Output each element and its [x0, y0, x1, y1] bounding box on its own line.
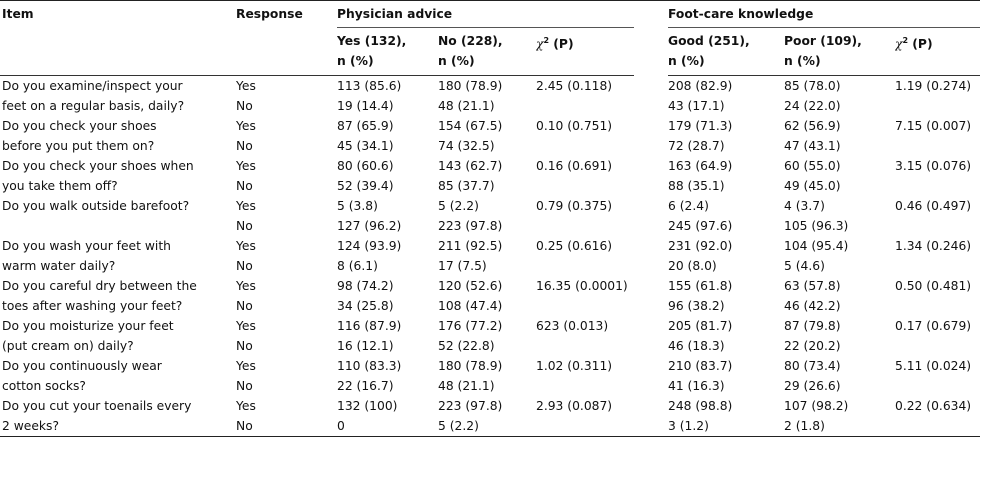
no-cell: 52 (22.8) [438, 339, 495, 353]
yes-cell: 124 (93.9) [337, 239, 402, 253]
header-row-groups [0, 1, 980, 28]
yes-cell: 22 (16.7) [337, 379, 394, 393]
chi-square-knowledge-cell [895, 256, 980, 276]
response-cell: No [236, 139, 253, 153]
poor-cell: 62 (56.9) [784, 119, 841, 133]
response-cell: No [236, 219, 253, 233]
table-row [0, 96, 980, 116]
response-header: Response [236, 1, 337, 28]
item-cell: (put cream on) daily? [2, 339, 134, 353]
response-header-spacer [236, 28, 337, 76]
sub-header-good: Good (251), n (%) [668, 28, 784, 76]
no-cell: 5 (2.2) [438, 199, 479, 213]
chi-square-knowledge-cell [895, 296, 980, 316]
response-cell: Yes [236, 79, 256, 93]
table-row [0, 356, 980, 376]
yes-cell: 16 (12.1) [337, 339, 394, 353]
no-cell: 120 (52.6) [438, 279, 503, 293]
good-cell: 46 (18.3) [668, 339, 725, 353]
table-row [0, 236, 980, 256]
table-row [0, 196, 980, 216]
response-cell: No [236, 99, 253, 113]
chi-square-cell: 0.79 (0.375) [536, 199, 613, 213]
poor-cell: 22 (20.2) [784, 339, 841, 353]
response-cell: Yes [236, 279, 256, 293]
item-cell: 2 weeks? [0, 416, 236, 437]
good-cell: 3 (1.2) [668, 416, 784, 437]
chi-square-knowledge-cell: 1.34 (0.246) [895, 239, 972, 253]
no-cell: 176 (77.2) [438, 319, 503, 333]
chi-square-knowledge-cell [895, 336, 980, 356]
poor-cell: 107 (98.2) [784, 399, 849, 413]
item-cell: before you put them on? [2, 139, 155, 153]
gap-cell [634, 396, 668, 416]
response-cell: Yes [236, 159, 256, 173]
item-cell: Do you moisturize your feet [2, 319, 174, 333]
good-cell: 179 (71.3) [668, 119, 733, 133]
no-cell: 180 (78.9) [438, 359, 503, 373]
table-row [0, 76, 980, 97]
no-cell: 154 (67.5) [438, 119, 503, 133]
sub-header-chi-square-physician: $\chi^2$ (P) [536, 28, 634, 76]
table-body [0, 76, 980, 437]
item-cell [0, 216, 236, 236]
item-cell: Do you check your shoes [2, 119, 157, 133]
item-cell: Do you walk outside barefoot? [2, 199, 190, 213]
chi-square-cell [536, 416, 634, 437]
table-row [0, 176, 980, 196]
table-row [0, 376, 980, 396]
good-cell: 72 (28.7) [668, 139, 725, 153]
good-cell: 43 (17.1) [668, 99, 725, 113]
poor-cell: 80 (73.4) [784, 359, 841, 373]
gap-cell [634, 176, 668, 196]
good-cell: 6 (2.4) [668, 199, 709, 213]
response-cell: No [236, 379, 253, 393]
no-cell: 108 (47.4) [438, 299, 503, 313]
poor-cell: 47 (43.1) [784, 139, 841, 153]
no-cell: 211 (92.5) [438, 239, 503, 253]
table-row [0, 116, 980, 136]
yes-cell: 116 (87.9) [337, 319, 402, 333]
item-cell: toes after washing your feet? [2, 299, 183, 313]
table-row [0, 396, 980, 416]
sub-header-no: No (228), n (%) [438, 28, 536, 76]
gap-cell [634, 276, 668, 296]
chi-square-knowledge-cell: 7.15 (0.007) [895, 119, 972, 133]
no-cell: 223 (97.8) [438, 399, 503, 413]
chi-square-knowledge-cell [895, 216, 980, 236]
good-cell: 155 (61.8) [668, 279, 733, 293]
response-cell: Yes [236, 199, 256, 213]
no-cell: 180 (78.9) [438, 79, 503, 93]
good-cell: 88 (35.1) [668, 179, 725, 193]
chi-square-knowledge-cell: 5.11 (0.024) [895, 359, 972, 373]
poor-cell: 87 (79.8) [784, 319, 841, 333]
sub-header-yes: Yes (132), n (%) [337, 28, 438, 76]
gap-cell [634, 76, 668, 97]
chi-square-knowledge-cell [895, 376, 980, 396]
chi-square-knowledge-cell [895, 136, 980, 156]
no-cell: 85 (37.7) [438, 179, 495, 193]
response-cell: Yes [236, 119, 256, 133]
good-cell: 210 (83.7) [668, 359, 733, 373]
response-cell: No [236, 416, 337, 437]
response-cell: No [236, 299, 253, 313]
gap-cell [634, 336, 668, 356]
yes-cell: 87 (65.9) [337, 119, 394, 133]
yes-cell: 132 (100) [337, 399, 398, 413]
item-cell: Do you check your shoes when [2, 159, 194, 173]
response-cell: Yes [236, 239, 256, 253]
response-cell: Yes [236, 319, 256, 333]
good-cell: 245 (97.6) [668, 219, 733, 233]
table-row [0, 136, 980, 156]
chi-square-knowledge-cell [895, 416, 980, 437]
table-row [0, 336, 980, 356]
foot-care-knowledge-header: Foot-care knowledge [668, 1, 980, 28]
poor-cell: 49 (45.0) [784, 179, 841, 193]
gap-cell [634, 216, 668, 236]
table-row [0, 256, 980, 276]
no-cell: 17 (7.5) [438, 259, 487, 273]
yes-cell: 52 (39.4) [337, 179, 394, 193]
poor-cell: 46 (42.2) [784, 299, 841, 313]
poor-cell: 104 (95.4) [784, 239, 849, 253]
yes-cell: 19 (14.4) [337, 99, 394, 113]
yes-cell: 0 [337, 416, 438, 437]
response-cell: Yes [236, 359, 256, 373]
chi-square-knowledge-cell: 1.19 (0.274) [895, 79, 972, 93]
gap-cell [634, 356, 668, 376]
good-cell: 231 (92.0) [668, 239, 733, 253]
poor-cell: 60 (55.0) [784, 159, 841, 173]
gap-cell [634, 316, 668, 336]
yes-cell: 113 (85.6) [337, 79, 402, 93]
chi-square-cell [536, 296, 634, 316]
response-cell: No [236, 259, 253, 273]
response-cell: No [236, 179, 253, 193]
poor-cell: 29 (26.6) [784, 379, 841, 393]
chi-square-cell: 2.93 (0.087) [536, 399, 613, 413]
table-row [0, 296, 980, 316]
gap-cell [634, 416, 668, 437]
sub-header-poor: Poor (109), n (%) [784, 28, 895, 76]
gap-cell [634, 296, 668, 316]
item-cell: Do you examine/inspect your [2, 79, 183, 93]
chi-square-cell [536, 336, 634, 356]
table-row [0, 316, 980, 336]
response-cell: No [236, 339, 253, 353]
response-cell: Yes [236, 399, 256, 413]
gap-cell [634, 236, 668, 256]
poor-cell: 85 (78.0) [784, 79, 841, 93]
yes-cell: 127 (96.2) [337, 219, 402, 233]
chi-square-cell [536, 176, 634, 196]
yes-cell: 45 (34.1) [337, 139, 394, 153]
table-row [0, 416, 980, 437]
header-gap [634, 1, 668, 28]
chi-square-cell: 0.16 (0.691) [536, 159, 613, 173]
poor-cell: 24 (22.0) [784, 99, 841, 113]
good-cell: 205 (81.7) [668, 319, 733, 333]
good-cell: 20 (8.0) [668, 259, 717, 273]
chi-square-knowledge-cell: 0.46 (0.497) [895, 199, 972, 213]
chi-square-cell [536, 256, 634, 276]
item-cell: Do you cut your toenails every [2, 399, 192, 413]
item-cell: Do you wash your feet with [2, 239, 171, 253]
yes-cell: 80 (60.6) [337, 159, 394, 173]
chi-square-cell [536, 96, 634, 116]
poor-cell: 63 (57.8) [784, 279, 841, 293]
table-row [0, 276, 980, 296]
chi-square-cell [536, 216, 634, 236]
chi-square-cell: 1.02 (0.311) [536, 359, 613, 373]
no-cell: 48 (21.1) [438, 379, 495, 393]
item-cell: Do you continuously wear [2, 359, 162, 373]
chi-square-cell: 623 (0.013) [536, 319, 609, 333]
item-cell: Do you careful dry between the [2, 279, 197, 293]
chi-square-knowledge-cell [895, 176, 980, 196]
item-cell: cotton socks? [2, 379, 86, 393]
good-cell: 96 (38.2) [668, 299, 725, 313]
good-cell: 163 (64.9) [668, 159, 733, 173]
sub-header-chi-square-knowledge: $\chi^2$ (P) [895, 28, 980, 76]
gap-cell [634, 156, 668, 176]
no-cell: 223 (97.8) [438, 219, 503, 233]
gap-cell [634, 196, 668, 216]
chi-square-cell [536, 136, 634, 156]
chi-square-knowledge-cell: 3.15 (0.076) [895, 159, 972, 173]
physician-advice-header: Physician advice [337, 1, 634, 28]
gap-cell [634, 116, 668, 136]
yes-cell: 8 (6.1) [337, 259, 378, 273]
poor-cell: 2 (1.8) [784, 416, 895, 437]
yes-cell: 34 (25.8) [337, 299, 394, 313]
chi-square-knowledge-cell: 0.50 (0.481) [895, 279, 972, 293]
chi-square-cell [536, 376, 634, 396]
chi-square-knowledge-cell [895, 96, 980, 116]
no-cell: 143 (62.7) [438, 159, 503, 173]
chi-square-cell: 16.35 (0.0001) [536, 279, 628, 293]
chi-square-knowledge-cell: 0.17 (0.679) [895, 319, 972, 333]
chi-square-cell: 0.10 (0.751) [536, 119, 613, 133]
item-header-spacer [0, 28, 236, 76]
table-row [0, 216, 980, 236]
gap-cell [634, 256, 668, 276]
chi-square-knowledge-cell: 0.22 (0.634) [895, 399, 972, 413]
chi-square-cell: 2.45 (0.118) [536, 79, 613, 93]
no-cell: 48 (21.1) [438, 99, 495, 113]
no-cell: 5 (2.2) [438, 416, 536, 437]
gap-cell [634, 136, 668, 156]
item-cell: you take them off? [2, 179, 118, 193]
gap-cell [634, 376, 668, 396]
yes-cell: 98 (74.2) [337, 279, 394, 293]
gap-cell [634, 96, 668, 116]
good-cell: 248 (98.8) [668, 399, 733, 413]
header-row-subcolumns [0, 28, 980, 76]
good-cell: 41 (16.3) [668, 379, 725, 393]
poor-cell: 105 (96.3) [784, 219, 849, 233]
item-header: Item [0, 1, 236, 28]
item-cell: warm water daily? [2, 259, 116, 273]
chi-square-cell: 0.25 (0.616) [536, 239, 613, 253]
no-cell: 74 (32.5) [438, 139, 495, 153]
poor-cell: 4 (3.7) [784, 199, 825, 213]
item-cell: feet on a regular basis, daily? [2, 99, 185, 113]
sub-header-gap [634, 28, 668, 76]
yes-cell: 110 (83.3) [337, 359, 402, 373]
yes-cell: 5 (3.8) [337, 199, 378, 213]
good-cell: 208 (82.9) [668, 79, 733, 93]
poor-cell: 5 (4.6) [784, 259, 825, 273]
table-row [0, 156, 980, 176]
